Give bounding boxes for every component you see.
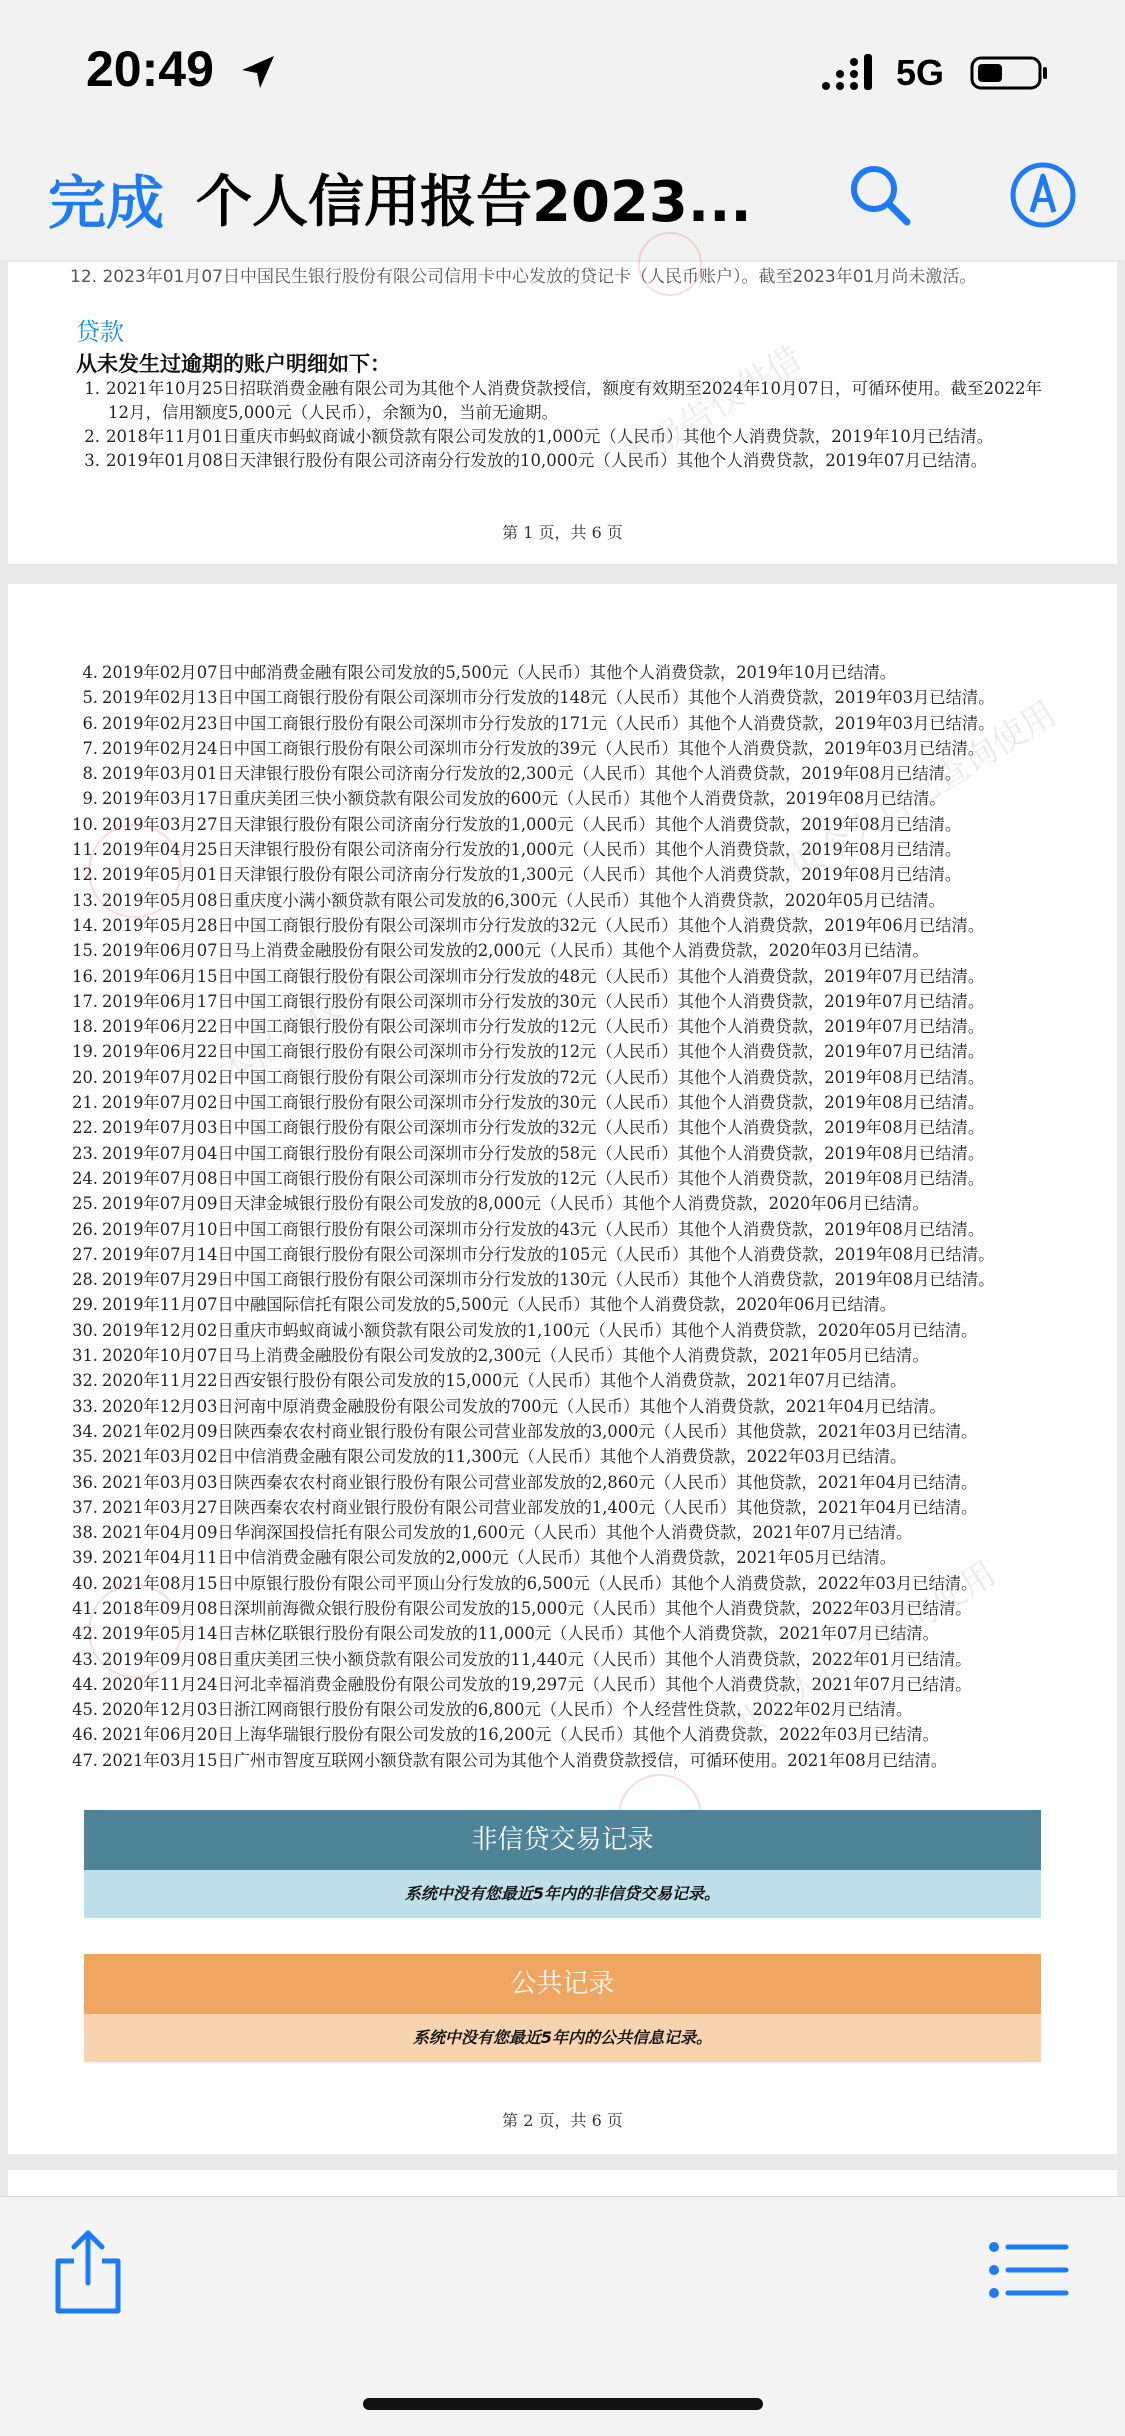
watermark-text: 供个人自己查询使用 <box>722 1553 1004 1750</box>
list-item: 9. 2019年03月17日重庆美团三快小额贷款有限公司发放的600元（人民币）其他个人消费贷款，2019年08月已结清。 <box>82 789 946 809</box>
battery-icon <box>970 55 1050 91</box>
list-item: 45. 2020年12月03日浙江网商银行股份有限公司发放的6,800元（人民币）个人经营性贷款，2022年02月已结清。 <box>72 1700 913 1720</box>
list-item: 40. 2021年08月15日中原银行股份有限公司平顶山分行发放的6,500元（人民币）其他个人消费贷款，2022年03月已结清。 <box>72 1573 978 1593</box>
home-indicator[interactable] <box>363 2398 763 2410</box>
list-item: 20. 2019年07月02日中国工商银行股份有限公司深圳市分行发放的72元（人民币）其他个人消费贷款，2019年08月已结清。 <box>72 1067 985 1087</box>
list-item: 18. 2019年06月22日中国工商银行股份有限公司深圳市分行发放的12元（人民币）其他个人消费贷款，2019年07月已结清。 <box>72 1017 985 1037</box>
watermark-text: 本报告仅供借 <box>614 338 809 481</box>
list-item: 42. 2019年05月14日吉林亿联银行股份有限公司发放的11,000元（人民币）其他个人消费贷款，2021年07月已结清。 <box>72 1624 939 1644</box>
section-title-loans: 贷款 <box>76 318 124 346</box>
network-type: 5G <box>896 52 945 93</box>
list-item: 3. 2019年01月08日天津银行股份有限公司济南分行发放的10,000元（人民币）其他个人消费贷款，2019年07月已结清。 <box>84 451 988 470</box>
page-number: 第 2 页，共 6 页 <box>502 2111 623 2130</box>
status-time: 20:49 <box>86 41 214 97</box>
document-title: 个人信用报告2023... <box>196 170 752 235</box>
non-credit-title: 非信贷交易记录 <box>84 1810 1041 1870</box>
list-item-continuation: 12月，信用额度5,000元（人民币），余额为0，当前无逾期。 <box>108 403 558 422</box>
list-item: 17. 2019年06月17日中国工商银行股份有限公司深圳市分行发放的30元（人民币）其他个人消费贷款，2019年07月已结清。 <box>72 991 985 1011</box>
list-item: 15. 2019年06月07日马上消费金融股份有限公司发放的2,000元（人民币）其他个人消费贷款，2020年03月已结清。 <box>72 941 929 961</box>
list-item: 13. 2019年05月08日重庆度小满小额贷款有限公司发放的6,300元（人民币）其他个人消费贷款，2020年05月已结清。 <box>72 890 945 910</box>
document-page-2[interactable] <box>8 584 1117 2154</box>
list-item: 41. 2018年09月08日深圳前海微众银行股份有限公司发放的15,000元（人民币）其他个人消费贷款，2022年03月已结清。 <box>72 1598 972 1618</box>
list-item: 1. 2021年10月25日招联消费金融有限公司为其他个人消费贷款授信，额度有效期至2024年10月07日，可循环使用。截至2022年 <box>84 379 1042 398</box>
list-item: 33. 2020年12月03日河南中原消费金融股份有限公司发放的700元（人民币）其他个人消费贷款，2021年04月已结清。 <box>72 1396 946 1416</box>
done-button[interactable]: 完成 <box>48 169 165 237</box>
non-credit-message: 系统中没有您最近5年内的非信贷交易记录。 <box>84 1870 1041 1918</box>
list-item: 31. 2020年10月07日马上消费金融股份有限公司发放的2,300元（人民币）其他个人消费贷款，2021年05月已结清。 <box>72 1346 929 1366</box>
list-item: 5. 2019年02月13日中国工商银行股份有限公司深圳市分行发放的148元（人民币）其他个人消费贷款，2019年03月已结清。 <box>82 688 995 708</box>
list-item: 30. 2019年12月02日重庆市蚂蚁商诚小额贷款有限公司发放的1,100元（人民币）其他个人消费贷款，2020年05月已结清。 <box>72 1320 978 1340</box>
list-item: 36. 2021年03月03日陕西秦农农村商业银行股份有限公司营业部发放的2,860元（人民币）其他贷款，2021年04月已结清。 <box>72 1472 978 1492</box>
list-item: 7. 2019年02月24日中国工商银行股份有限公司深圳市分行发放的39元（人民币）其他个人消费贷款，2019年03月已结清。 <box>82 738 985 758</box>
list-item: 39. 2021年04月11日中信消费金融有限公司发放的2,000元（人民币）其他个人消费贷款，2021年05月已结清。 <box>72 1548 897 1568</box>
search-icon[interactable] <box>845 160 915 230</box>
list-item: 38. 2021年04月09日华润深国投信托有限公司发放的1,600元（人民币）其他个人消费贷款，2021年07月已结清。 <box>72 1523 913 1543</box>
list-item: 29. 2019年11月07日中融国际信托有限公司发放的5,500元（人民币）其他个人消费贷款，2020年06月已结清。 <box>72 1295 897 1315</box>
public-records-section <box>84 1954 1041 2062</box>
list-item: 24. 2019年07月08日中国工商银行股份有限公司深圳市分行发放的12元（人民币）其他个人消费贷款，2019年08月已结清。 <box>72 1168 985 1188</box>
list-item: 23. 2019年07月04日中国工商银行股份有限公司深圳市分行发放的58元（人民币）其他个人消费贷款，2019年08月已结清。 <box>72 1143 985 1163</box>
list-item: 19. 2019年06月22日中国工商银行股份有限公司深圳市分行发放的12元（人民币）其他个人消费贷款，2019年07月已结清。 <box>72 1042 985 1062</box>
watermark-stamp <box>638 232 702 296</box>
list-item: 10. 2019年03月27日天津银行股份有限公司济南分行发放的1,000元（人民币）其他个人消费贷款，2019年08月已结清。 <box>72 814 962 834</box>
list-item: 25. 2019年07月09日天津金城银行股份有限公司发放的8,000元（人民币）其他个人消费贷款，2020年06月已结清。 <box>72 1194 929 1214</box>
section-subheading: 从未发生过逾期的账户明细如下： <box>76 352 391 376</box>
non-credit-section <box>84 1810 1041 1918</box>
watermark-stamp <box>88 824 182 918</box>
list-item: 27. 2019年07月14日中国工商银行股份有限公司深圳市分行发放的105元（人民币）其他个人消费贷款，2019年08月已结清。 <box>72 1244 995 1264</box>
list-item: 46. 2021年06月20日上海华瑞银行股份有限公司发放的16,200元（人民币）其他个人消费贷款，2022年03月已结清。 <box>72 1725 939 1745</box>
list-item: 37. 2021年03月27日陕西秦农农村商业银行股份有限公司营业部发放的1,400元（人民币）其他贷款，2021年04月已结清。 <box>72 1497 978 1517</box>
public-records-title: 公共记录 <box>84 1954 1041 2014</box>
list-item: 2. 2018年11月01日重庆市蚂蚁商诚小额贷款有限公司发放的1,000元（人民币）其他个人消费贷款，2019年10月已结清。 <box>84 427 994 446</box>
public-records-message: 系统中没有您最近5年内的公共信息记录。 <box>84 2014 1041 2062</box>
list-item: 21. 2019年07月02日中国工商银行股份有限公司深圳市分行发放的30元（人民币）其他个人消费贷款，2019年08月已结清。 <box>72 1093 985 1113</box>
nav-bar <box>0 150 1125 260</box>
list-item: 35. 2021年03月02日中信消费金融有限公司发放的11,300元（人民币）其他个人消费贷款，2022年03月已结清。 <box>72 1447 907 1467</box>
location-arrow-icon <box>238 52 278 92</box>
list-item: 16. 2019年06月15日中国工商银行股份有限公司深圳市分行发放的48元（人民币）其他个人消费贷款，2019年07月已结清。 <box>72 966 985 986</box>
list-item: 14. 2019年05月28日中国工商银行股份有限公司深圳市分行发放的32元（人民币）其他个人消费贷款，2019年06月已结清。 <box>72 915 985 935</box>
cut-off-line: 12. 2023年01月07日中国民生银行股份有限公司信用卡中心发放的贷记卡（人民币账户）。截至2023年01月尚未激活。 <box>70 267 977 287</box>
list-item: 26. 2019年07月10日中国工商银行股份有限公司深圳市分行发放的43元（人民币）其他个人消费贷款，2019年08月已结清。 <box>72 1219 985 1239</box>
document-page-1[interactable] <box>8 262 1117 564</box>
list-item: 8. 2019年03月01日天津银行股份有限公司济南分行发放的2,300元（人民币）其他个人消费贷款，2019年08月已结清。 <box>82 764 962 784</box>
share-icon[interactable] <box>52 2227 124 2317</box>
watermark-text: 本报告仅供 <box>212 969 378 1094</box>
watermark-text: 供个人自己查询使用 <box>782 693 1064 890</box>
watermark-stamp <box>88 1584 182 1678</box>
list-item: 4. 2019年02月07日中邮消费金融有限公司发放的5,500元（人民币）其他个人消费贷款，2019年10月已结清。 <box>82 663 897 682</box>
list-item: 32. 2020年11月22日西安银行股份有限公司发放的15,000元（人民币）其他个人消费贷款，2021年07月已结清。 <box>72 1371 907 1391</box>
markup-pen-icon[interactable] <box>1008 160 1078 230</box>
list-item: 34. 2021年02月09日陕西秦农农村商业银行股份有限公司营业部发放的3,000元（人民币）其他贷款，2021年03月已结清。 <box>72 1421 978 1441</box>
list-item: 43. 2019年09月08日重庆美团三快小额贷款有限公司发放的11,440元（人民币）其他个人消费贷款，2022年01月已结清。 <box>72 1649 972 1669</box>
list-icon[interactable] <box>988 2239 1070 2301</box>
list-item: 22. 2019年07月03日中国工商银行股份有限公司深圳市分行发放的32元（人民币）其他个人消费贷款，2019年08月已结清。 <box>72 1118 985 1138</box>
list-item: 44. 2020年11月24日河北幸福消费金融股份有限公司发放的19,297元（人民币）其他个人消费贷款，2021年07月已结清。 <box>72 1674 972 1694</box>
list-item: 12. 2019年05月01日天津银行股份有限公司济南分行发放的1,300元（人民币）其他个人消费贷款，2019年08月已结清。 <box>72 865 962 885</box>
page-number: 第 1 页，共 6 页 <box>502 523 623 542</box>
cellular-signal-icon <box>820 52 880 92</box>
list-item: 47. 2021年03月15日广州市智度互联网小额贷款有限公司为其他个人消费贷款授信，可循环使用。2021年08月已结清。 <box>72 1750 948 1770</box>
list-item: 11. 2019年04月25日天津银行股份有限公司济南分行发放的1,000元（人民币）其他个人消费贷款，2019年08月已结清。 <box>72 840 962 860</box>
status-bar <box>0 0 1125 150</box>
list-item: 6. 2019年02月23日中国工商银行股份有限公司深圳市分行发放的171元（人民币）其他个人消费贷款，2019年03月已结清。 <box>82 713 995 733</box>
list-item: 28. 2019年07月29日中国工商银行股份有限公司深圳市分行发放的130元（人民币）其他个人消费贷款，2019年08月已结清。 <box>72 1270 995 1290</box>
